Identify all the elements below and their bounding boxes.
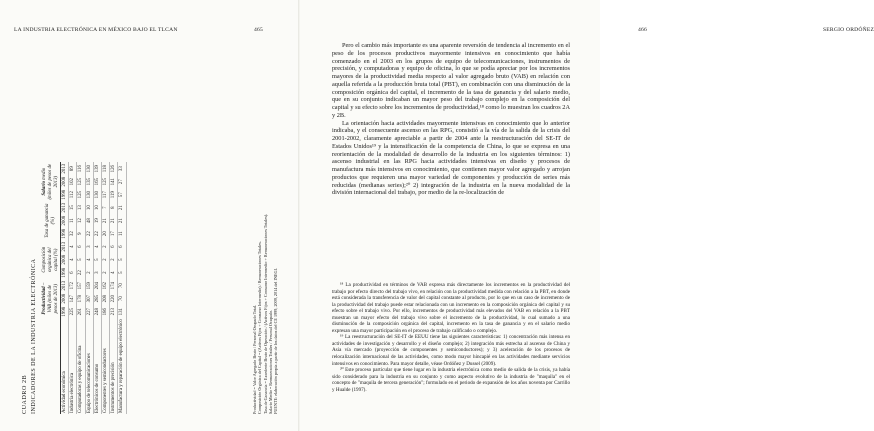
table-cell: 131 [118,305,126,318]
table-cell: 2 [85,266,93,279]
table-cell: 119 [110,188,118,201]
table-cell: 2008 [62,254,68,265]
table-cell: 10 [93,201,101,214]
table-cell: 1998 [62,267,68,278]
table-cell: 12 [77,214,85,227]
table-cell: 130 [85,162,93,175]
table-cell: 27 [118,175,126,188]
table-cell: 174 [110,279,118,292]
footnote-18: ¹⁸ La productividad en términos de VAB expresa más directamente los incrementos en la productividad del trabajo por efecto directo del trabajo vivo, en relación con la productividad medida con relación a la PBT, en donde está considerada la transferencia de valor del capital constante al producto, por lo que en un caso de incremento de la productividad del trabajo puede estar relacionada con un incremento en la composición orgánica del capital y su efecto sobre el trabajo vivo. Por ello, incrementos de productividad más elevados del VAB en relación a la PBT muestran un mayor efecto del trabajo vivo sobre el incremento de la productividad, lo cual sumado a una disminución de la composición orgánica del capital, incremento en la tasa de ganancia y en el salario medio expresan una mayor participación en el proceso de trabajo calificado o complejo. [332,282,570,334]
table-cell: 21 [110,214,118,227]
table-cell: 4 [110,266,118,279]
table-cell: 213 [110,305,118,318]
table-cell: 11 [118,227,126,240]
page-footnotes [332,282,570,393]
row-label: Instrumentos de precisión [110,318,118,414]
table-cell: 2013 [62,202,68,213]
table-row [118,162,126,414]
table-cell: 8 [110,201,118,214]
row-label: Electrónicos de consumo [93,318,101,414]
table-cell: 157 [77,279,85,292]
footnote-20: ²⁰ Este proceso particular que tiene lugar en la industria electrónica como medio de salida de la crisis, ya había sido considerado para la industria en su conjunto y como aspecto evolutivo de la industria de "maquila" en el concepto de "maquila de tercera generación"; formulado en el periodo de expansión de los años noventa por Carrillo y Hualde (1997). [332,367,570,393]
table-cell: 1998 [62,228,68,239]
table-cell: 227 [85,305,93,318]
table-cell: 117 [101,188,109,201]
table-cell: 21 [101,214,109,227]
table-cell: 4 [69,253,77,266]
table-cell: 2 [101,266,109,279]
page-number-right: 466 [638,27,647,33]
table-row [77,162,85,414]
table-cell: 285 [93,292,101,305]
table-cell: 21 [118,201,126,214]
table-cell: 220 [110,292,118,305]
table-cell: 89 [69,162,77,175]
table-cell: 13 [77,201,85,214]
table-group-header-row [42,162,61,414]
table-cell: 130 [85,188,93,201]
table-cell: 2008 [62,176,68,187]
table-cell: 2008 [62,215,68,226]
left-page [0,0,300,431]
table-row [101,162,109,414]
table-cell: 5 [118,266,126,279]
table-cell: 19 [93,214,101,227]
table-cell: 5 [118,253,126,266]
table-cell: 33 [118,162,126,175]
table-cell: 22 [93,227,101,240]
table-cell: 2013 [62,280,68,291]
table-cell: 248 [93,305,101,318]
footnote-19: ¹⁹ La reestructuración del SE-IT de EEUU tiene las siguientes características: 1) concentración más intensa en actividades de investigación y desarrollo y el diseño complejo; 2) integración más estrecha al ascenso de China y Asia vía mercado (proyección de componentes y semiconductores); y 3) aceleración de los procesos de relocalización internacional de las actividades, como modo mayor hincapié en las actividades mediante servicios intensivos en conocimiento. Para mayor detalle, véase Ordóñez y Dussel (2009). [332,334,570,367]
table-cell: 11 [69,214,77,227]
table-cell: 70 [118,292,126,305]
table-cell: 6 [110,240,118,253]
table-cell: 70 [118,279,126,292]
table-cell: 125 [77,175,85,188]
body-paragraph-1: Pero el cambio más importante es una aparente reversión de tendencia al incremento en el peso de los procesos productivos mayormente intensivos en conocimiento que había comenzado en el 2003 en los grupos de equipo de telecomunicaciones, instrumentos de precisión, y computadoras y equipo de oficina, lo que se podía apreciar por los incrementos mayores de la productividad media respecto al valor agregado bruto (VAB) en relación con aquella referida a la producción bruta total (PBT), en combinación con una disminución de la composición orgánica del capital, el incremento de la tasa de ganancia y del salario medio, que en su conjunto indicaban un mayor peso del trabajo complejo en la composición del capital y su efecto sobre los incrementos de productividad,¹⁸ como lo muestran los cuadros 2A y 2B. [332,42,570,119]
table-cell: 116 [77,162,85,175]
table-row [110,162,118,414]
footnote-source: FUENTE: elaboración propia a partir de los datos del CE 1999, 2009, 2014 del INEGI. [273,268,279,414]
row-label: Componentes y semiconductores [101,318,109,414]
table-footnotes [252,84,278,414]
group-header-productivity: Productividad – VAB (miles de pesos de 2013) [42,279,61,318]
table-cell: 2013 [62,163,68,174]
table-cell: 21 [118,214,126,227]
table-cell: 159 [85,279,93,292]
table-cell: 9 [77,227,85,240]
group-header-salary: Salario medio (miles de pesos de 2013) [42,163,59,200]
table-cell: 48 [85,214,93,227]
rotated-table-block [22,36,292,414]
table-cell: 22 [77,266,85,279]
table-corner-cell [42,318,61,414]
table-cell: 6 [69,266,77,279]
table-cell: 4 [93,240,101,253]
table-cell: 125 [77,188,85,201]
footnote-salary: Salario Medio = Remuneraciones Totales / Personal Ocupado. [267,309,273,414]
table-cell: 3 [93,266,101,279]
table-cell: 147 [69,292,77,305]
table-cell: 20 [101,227,109,240]
table-cell: 178 [77,292,85,305]
table-cell: 125 [101,175,109,188]
row-label: Computadoras y equipo de oficina [77,318,85,414]
body-text [332,42,570,197]
row-label: Industria electrónica [69,318,77,414]
table-cell: 126 [110,162,118,175]
table-cell: 225 [69,305,77,318]
running-head-right: SERGIO ORDÓÑEZ [823,27,874,33]
group-header-organic-composition: Composición orgánica del capital (%) [42,240,61,279]
table-cell: 32 [69,227,77,240]
table-cell: 102 [69,175,77,188]
table-cell: 5 [77,253,85,266]
row-label: Equipo de telecomunicaciones [85,318,93,414]
table-year-row [61,162,69,414]
table-cell: 22 [85,227,93,240]
table-cell: 2013 [62,241,68,252]
row-label: Actividad económica [61,318,69,414]
running-head-left: LA INDUSTRIA ELECTRÓNICA EN MÉXICO BAJO EL TLCAN [14,27,178,33]
indicators-table [42,162,127,414]
table-cell: 139 [93,162,101,175]
table-cell: 3 [85,240,93,253]
table-row [85,162,93,414]
table-cell: 165 [93,175,101,188]
table-cell: 1998 [62,189,68,200]
table-body [61,162,127,414]
table-cell: 4 [85,253,93,266]
table-cell: 10 [85,201,93,214]
footnote-productivity: Productividad = Valor Agregado Bruto / Personal Ocupado Total. [252,304,257,414]
table-cell: 7 [101,201,109,214]
table-cell: 57 [118,188,126,201]
table-cell: 17 [110,227,118,240]
table-cell: 2 [101,253,109,266]
page-number-left: 465 [254,27,263,33]
table-cell: 172 [69,279,77,292]
table-row [93,162,101,414]
table-cell: 1998 [62,306,68,317]
table-cell: 204 [93,279,101,292]
table-cell: 2 [101,240,109,253]
table-caption-label: CUADRO 2B [22,374,28,414]
table-cell: 2008 [62,293,68,304]
table-cell: 15 [69,201,77,214]
table-cell: 5 [93,253,101,266]
table-cell: 6 [118,240,126,253]
body-paragraph-2: La orientación hacia actividades mayormente intensivas en conocimiento que lo anterior indicaba, y el consecuente ascenso en las RPG, consistió a la vía de la salida de la crisis del 2001-2002, claramente apreciable a partir de 2004 ante la reestructuración del SE-IT de Estados Unidos¹⁹ y la intensificación de la competencia de China, lo que se expresa en una reorientación de la modalidad de desarrollo de la industria en los siguientes términos: 1) ascenso industrial en las RPG hacia actividades intensivas en diseño y procesos de manufactura más intensivos en conocimiento, que contienen mayor valor agregado y arrojan productos que requieren una mayor variedad de componentes y producción de series más reducidas (medianas series);²⁰ 2) integración de la industria en la nueva modalidad de la división internacional del trabajo, por medio de la re-localización de [332,119,570,197]
table-caption-title: INDICADORES DE LA INDUSTRIA ELECTRÓNICA [31,258,37,414]
table-cell: 141 [110,175,118,188]
table-cell: 208 [101,292,109,305]
table-row [69,162,77,414]
footnote-organic-composition: Composición Orgánica del Capital = (Activos Fijos + Consumo Intermedio) / Remuneraciones Totales. [257,241,263,414]
table-cell: 112 [69,188,77,201]
table-cell: 307 [85,292,93,305]
table-cell: 4 [69,240,77,253]
table-cell: 130 [93,188,101,201]
table-cell: 261 [77,305,85,318]
table-cell: 6 [77,240,85,253]
table-cell: 186 [101,305,109,318]
group-header-profit-rate: Tasa de ganancia (%) [42,201,61,240]
table-cell: 135 [85,175,93,188]
row-label: Manufactura y reparación de equipo electrónico [119,319,125,413]
table-cell: 118 [101,162,109,175]
footnote-profit-rate: Tasa de Ganancia = Excedente Bruto de Operación / (Activos Fijos + Consumo Intermedio + Remuneraciones Totales). [262,213,268,414]
table-cell: 2 [110,253,118,266]
table-cell: 162 [101,279,109,292]
